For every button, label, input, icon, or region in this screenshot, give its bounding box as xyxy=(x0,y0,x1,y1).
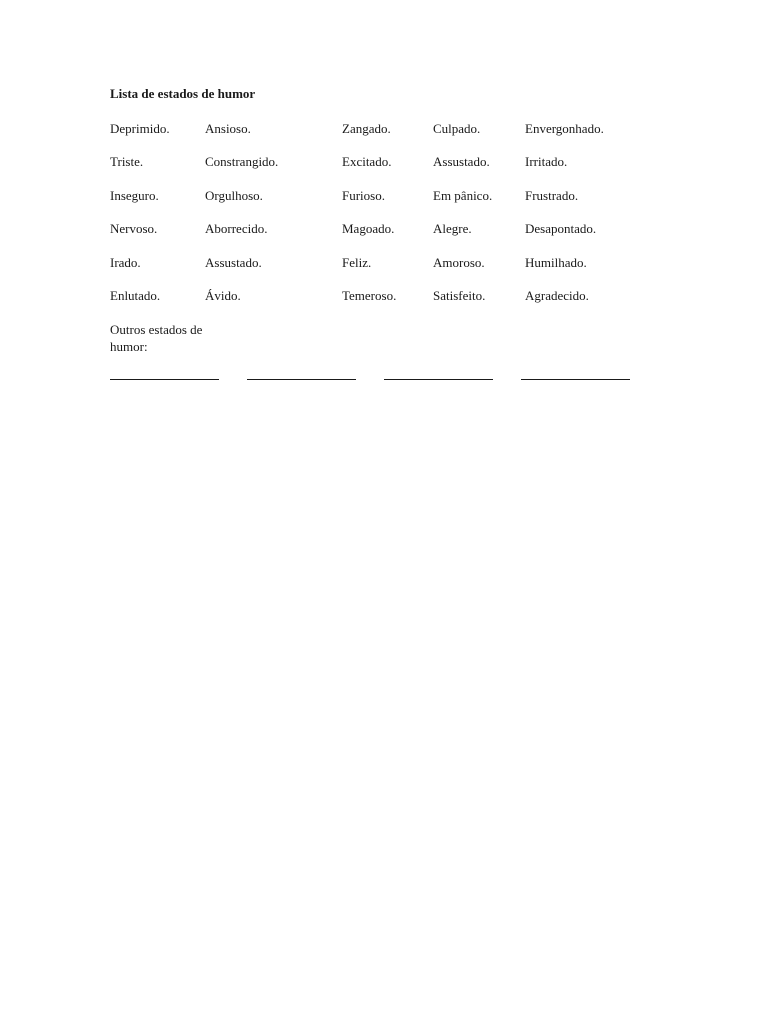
blank-line xyxy=(384,379,493,380)
mood-word: Envergonhado. xyxy=(525,121,604,136)
mood-word: Amoroso. xyxy=(433,254,485,270)
mood-word: Satisfeito. xyxy=(433,287,486,303)
mood-word: Agradecido. xyxy=(525,287,589,303)
mood-word: Feliz. xyxy=(342,254,372,270)
mood-word: Constrangido. xyxy=(205,154,279,170)
mood-word: Irritado. xyxy=(525,154,568,170)
mood-word: Furioso. xyxy=(342,187,385,203)
mood-word: Irado. xyxy=(110,254,141,270)
mood-word: Desapontado. xyxy=(525,221,597,237)
blank-line xyxy=(247,379,356,380)
mood-word: Orgulhoso. xyxy=(205,187,263,203)
blank-lines xyxy=(110,379,640,381)
mood-word: Zangado. xyxy=(342,121,391,136)
others-label: Outros estados de humor: xyxy=(110,322,203,354)
mood-word: Em pânico. xyxy=(433,187,493,203)
mood-word: Excitado. xyxy=(342,154,392,170)
mood-word: Ávido. xyxy=(205,287,241,303)
mood-word: Assustado. xyxy=(205,254,262,270)
mood-word: Enlutado. xyxy=(110,287,161,303)
mood-word: Temeroso. xyxy=(342,287,397,303)
mood-word: Humilhado. xyxy=(525,254,587,270)
mood-word: Triste. xyxy=(110,154,144,170)
mood-word: Culpado. xyxy=(433,121,481,136)
mood-word: Magoado. xyxy=(342,221,395,237)
mood-word: Alegre. xyxy=(433,221,472,237)
mood-word: Frustrado. xyxy=(525,187,579,203)
mood-word: Assustado. xyxy=(433,154,490,170)
mood-word: Deprimido. xyxy=(110,121,170,136)
mood-word: Nervoso. xyxy=(110,221,158,237)
blank-line xyxy=(521,379,630,380)
mood-word: Aborrecido. xyxy=(205,221,268,237)
blank-line xyxy=(110,379,219,380)
mood-word: Inseguro. xyxy=(110,187,159,203)
document-title: Lista de estados de humor xyxy=(110,86,256,101)
mood-word: Ansioso. xyxy=(205,121,251,136)
